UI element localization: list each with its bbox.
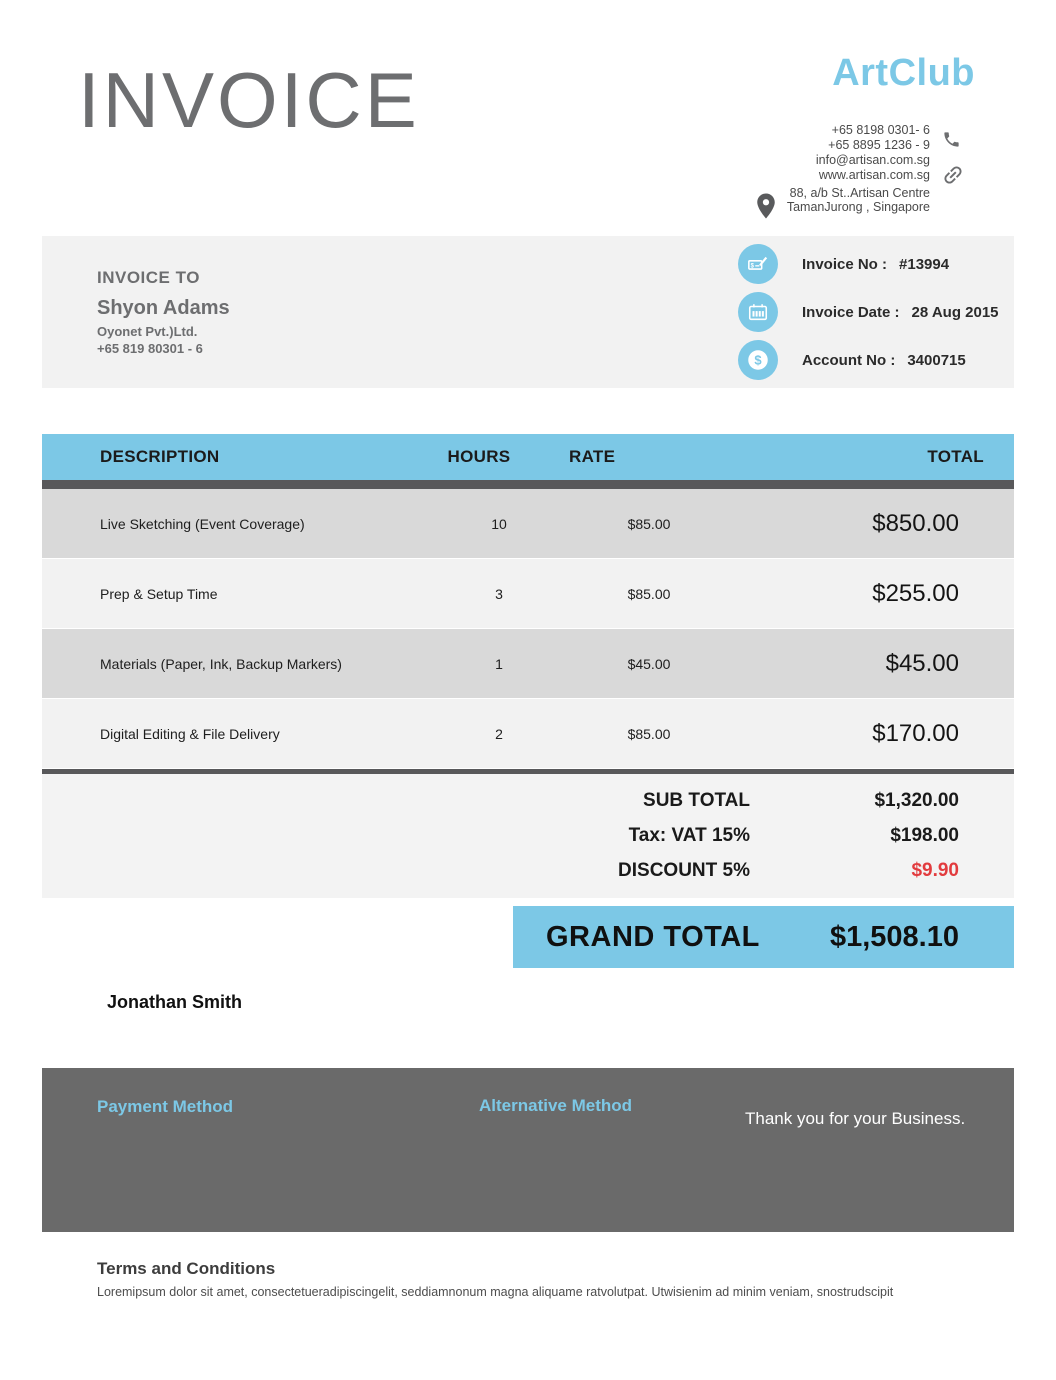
alternative-method-heading: Alternative Method [479,1096,633,1115]
calendar-icon [738,292,778,332]
table-row [42,559,1014,629]
row-rate: $85.00 [627,585,671,602]
bill-to-heading: INVOICE TO [97,268,200,287]
account-number-row [738,336,999,384]
brand-phone-2: +65 8895 1236 - 9 [828,138,930,152]
terms-heading: Terms and Conditions [97,1259,276,1278]
totals-section [42,774,1014,898]
table-row [42,629,1014,699]
phone-icon [942,130,961,154]
svg-text:$: $ [754,352,762,368]
terms-body: Loremipsum dolor sit amet, consectetueradipiscingelit, seddiamnonum magna aliquame ratvolutpat. Utwisienim ad minim veniam, snostrudscipit [97,1285,894,1299]
thank-you-text: Thank you for your Business. [745,1109,966,1128]
signature-name: Jonathan Smith [107,992,243,1012]
brand-email: info@artisan.com.sg [815,153,930,167]
page-title: INVOICE [78,56,420,144]
row-rate: $45.00 [627,655,671,672]
header-divider-bar [42,480,1014,489]
discount-label: DISCOUNT 5% [618,859,750,881]
row-hours: 3 [495,585,503,602]
invoice-date-label: Invoice Date : [802,303,900,321]
row-hours: 10 [491,515,507,532]
header-hours: HOURS [447,447,511,466]
link-icon [941,163,965,192]
header-rate: RATE [569,447,616,466]
header-description: DESCRIPTION [100,447,220,466]
discount-row [42,853,1014,888]
dollar-icon [738,340,778,380]
table-row [42,489,1014,559]
brand-address-block [787,186,930,214]
terms-section [97,1259,977,1299]
line-items-table [42,434,1014,898]
header-total: TOTAL [927,447,984,466]
invoice-date-value: 28 Aug 2015 [911,303,999,321]
grand-total-bar [513,906,1014,968]
svg-text:$: $ [750,263,754,270]
row-total: $45.00 [885,649,959,677]
brand-website: www.artisan.com.sg [818,168,930,182]
row-total: $850.00 [872,509,959,537]
row-hours: 2 [495,725,503,742]
grand-total-value: $1,508.10 [829,920,959,953]
tax-value: $198.00 [890,824,959,846]
bill-to-company: Oyonet Pvt.)Ltd. [97,324,198,339]
invoice-info-box [42,236,1014,388]
tax-label: Tax: VAT 15% [628,824,750,846]
footer-band [42,1068,1014,1232]
invoice-number-icon [738,244,778,284]
tax-row [42,818,1014,853]
row-hours: 1 [495,655,503,672]
table-header-row [42,434,1014,480]
account-number-value: 3400715 [907,351,966,369]
subtotal-row [42,783,1014,818]
brand-logo-text: ArtClub [832,52,975,94]
invoice-date-row [738,288,999,336]
invoice-number-label: Invoice No : [802,255,888,273]
row-total: $255.00 [872,579,959,607]
bill-to-name: Shyon Adams [97,297,230,319]
table-row [42,699,1014,769]
subtotal-value: $1,320.00 [874,789,959,811]
brand-address-line1: 88, a/b St..Artisan Centre [789,186,930,200]
brand-contact-block [816,123,930,183]
location-pin-icon [751,190,781,227]
payment-method-heading: Payment Method [97,1097,234,1116]
discount-value: $9.90 [911,859,959,881]
invoice-number-value: #13994 [899,255,950,273]
brand-phone-1: +65 8198 0301- 6 [831,123,930,137]
bill-to-block [97,268,230,356]
row-description: Live Sketching (Event Coverage) [100,515,305,532]
row-rate: $85.00 [627,725,671,742]
grand-total-label: GRAND TOTAL [546,920,760,953]
row-total: $170.00 [872,719,959,747]
row-description: Prep & Setup Time [100,585,218,602]
row-rate: $85.00 [627,515,671,532]
brand-address-line2: TamanJurong , Singapore [786,200,930,214]
invoice-number-row [738,240,999,288]
account-number-label: Account No : [802,351,896,369]
subtotal-label: SUB TOTAL [643,789,750,811]
row-description: Materials (Paper, Ink, Backup Markers) [100,655,342,672]
row-description: Digital Editing & File Delivery [100,725,280,742]
bill-to-phone: +65 819 80301 - 6 [97,341,203,356]
invoice-meta-block [738,240,999,384]
